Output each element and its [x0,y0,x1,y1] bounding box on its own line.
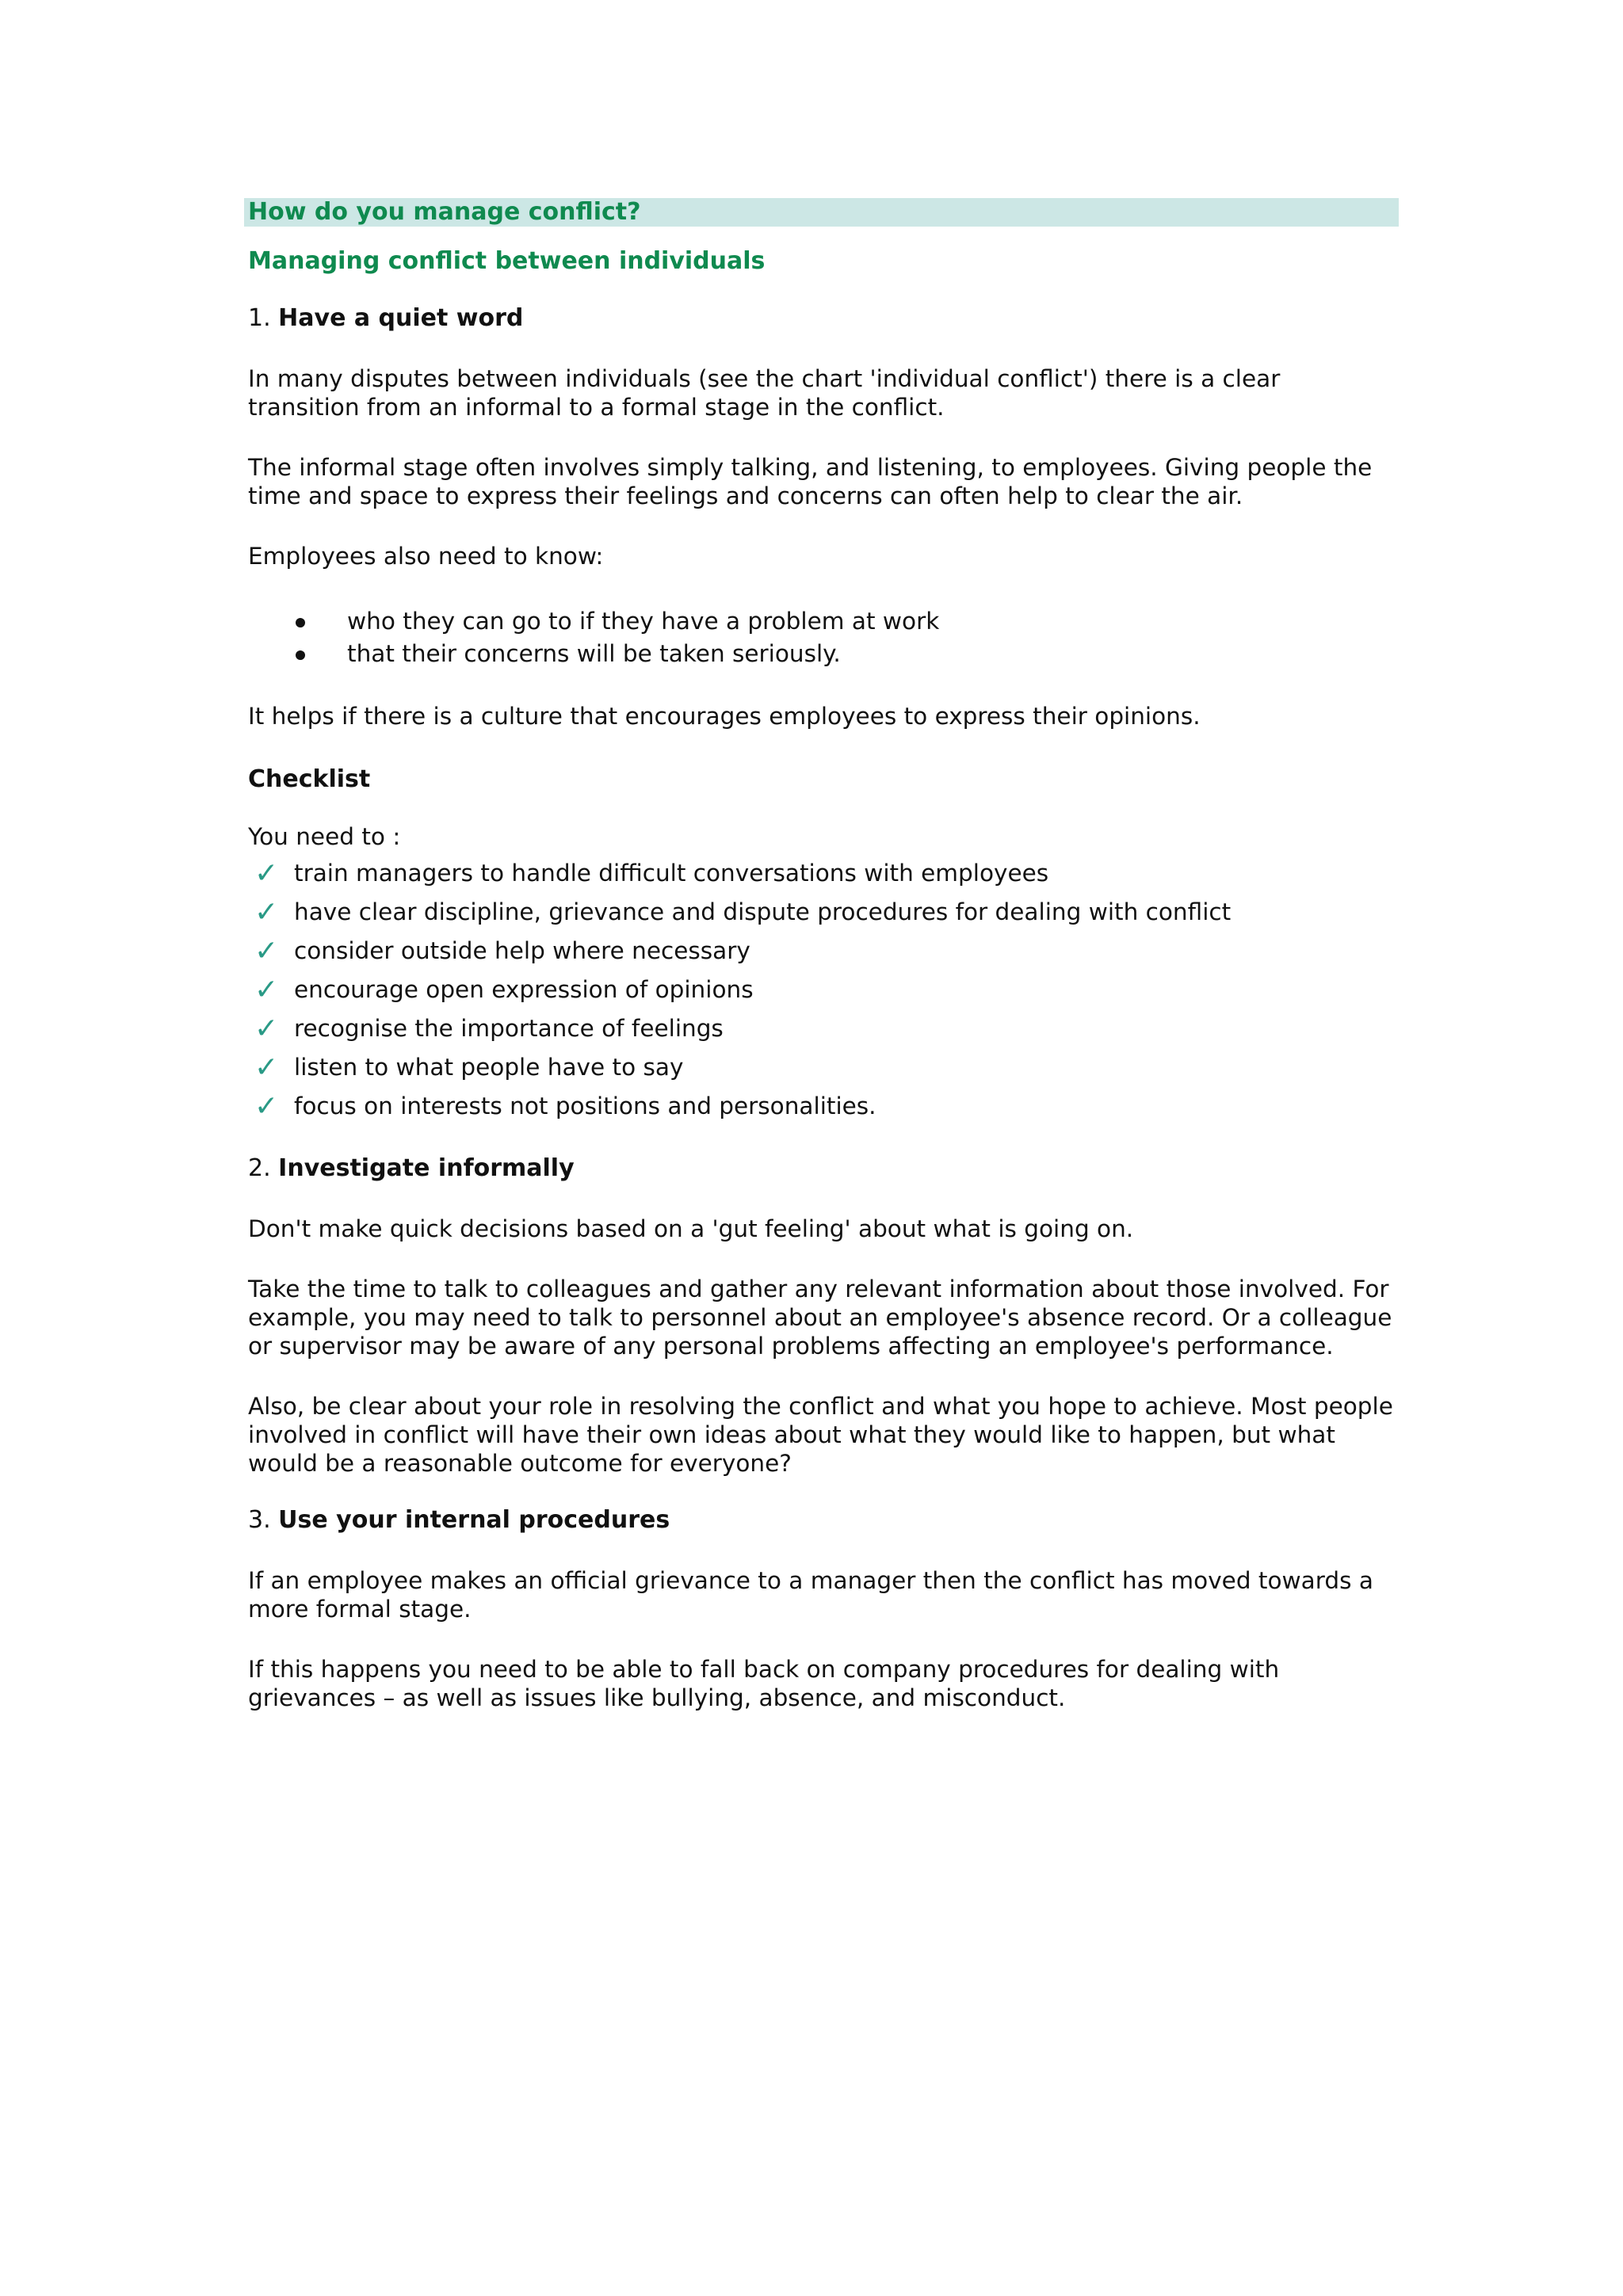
section-3-paragraph: If an employee makes an official grievance to a manager then the conflict has moved towards a more formal stage. [248,1567,1373,1623]
checkmark-icon: ✓ [254,935,279,967]
section-1-paragraph: It helps if there is a culture that encourages employees to express their opinions. [248,703,1201,730]
section-2-paragraph: Take the time to talk to colleagues and gather any relevant information about those involved. For example, you may need to talk to personnel about an employee's absence record. Or a colleague or supervisor may be aware of any personal problems affecting an employee's performance. [248,1276,1392,1360]
checklist-item-text: consider outside help where necessary [294,937,750,964]
checklist-item [248,932,1399,971]
checklist-item [248,1009,1399,1048]
checkmark-icon: ✓ [254,1013,279,1045]
bullet-dot-icon [296,618,305,627]
bullet-dot-icon [296,650,305,660]
bullet-list [248,605,1399,670]
checkmark-icon: ✓ [254,896,279,929]
section-2-number: 2. [248,1154,271,1182]
checklist-item-text: focus on interests not positions and personalities. [294,1093,876,1119]
list-item-text: who they can go to if they have a problem at work [347,608,940,635]
section-2-title: Investigate informally [278,1154,575,1182]
list-item-text: that their concerns will be taken seriously. [347,640,841,667]
checkmark-icon: ✓ [254,1051,279,1084]
checklist-item-text: recognise the importance of feelings [294,1015,724,1042]
section-3-paragraph: If this happens you need to be able to fall back on company procedures for dealing with grievances – as well as issues like bullying, absence, and misconduct. [248,1656,1280,1711]
page-banner-title: How do you manage conflict? [244,198,1399,227]
section-2-heading [248,1154,1399,1183]
checklist-title: Checklist [248,765,371,793]
checklist [248,854,1399,1126]
list-item [248,638,1399,670]
section-3-title: Use your internal procedures [278,1506,670,1534]
section-1-paragraph: In many disputes between individuals (see the chart 'individual conflict') there is a clear transition from an informal to a formal stage in the conflict. [248,365,1281,421]
subheading: Managing conflict between individuals [248,247,766,275]
checklist-item [248,1087,1399,1126]
checklist-item-text: encourage open expression of opinions [294,976,754,1003]
checklist-item [248,1048,1399,1087]
section-1-paragraph: The informal stage often involves simply talking, and listening, to employees. Giving people the time and space to express their feelings and concerns can often help to clear the air. [248,454,1373,509]
checklist-item [248,893,1399,932]
section-1-paragraph: Employees also need to know: [248,543,604,570]
checkmark-icon: ✓ [254,857,279,890]
checklist-intro: You need to : [248,823,401,850]
checkmark-icon: ✓ [254,1090,279,1123]
checklist-item-text: have clear discipline, grievance and dispute procedures for dealing with conflict [294,898,1232,925]
section-1-title: Have a quiet word [278,304,524,332]
section-1-number: 1. [248,304,271,332]
checklist-item-text: listen to what people have to say [294,1054,684,1081]
checklist-item-text: train managers to handle difficult conversations with employees [294,860,1049,887]
checkmark-icon: ✓ [254,974,279,1006]
document-page [248,198,1399,1712]
list-item [248,605,1399,638]
section-3-heading [248,1506,1399,1535]
checklist-item [248,854,1399,893]
section-1-heading [248,304,1399,333]
section-2-paragraph: Don't make quick decisions based on a 'gut feeling' about what is going on. [248,1215,1134,1242]
section-3-number: 3. [248,1506,271,1534]
section-2-paragraph: Also, be clear about your role in resolving the conflict and what you hope to achieve. Most people involved in conflict will have their own ideas about what they would like to happen, but what would be a reasonable outcome for everyone? [248,1393,1393,1477]
checklist-item [248,971,1399,1009]
